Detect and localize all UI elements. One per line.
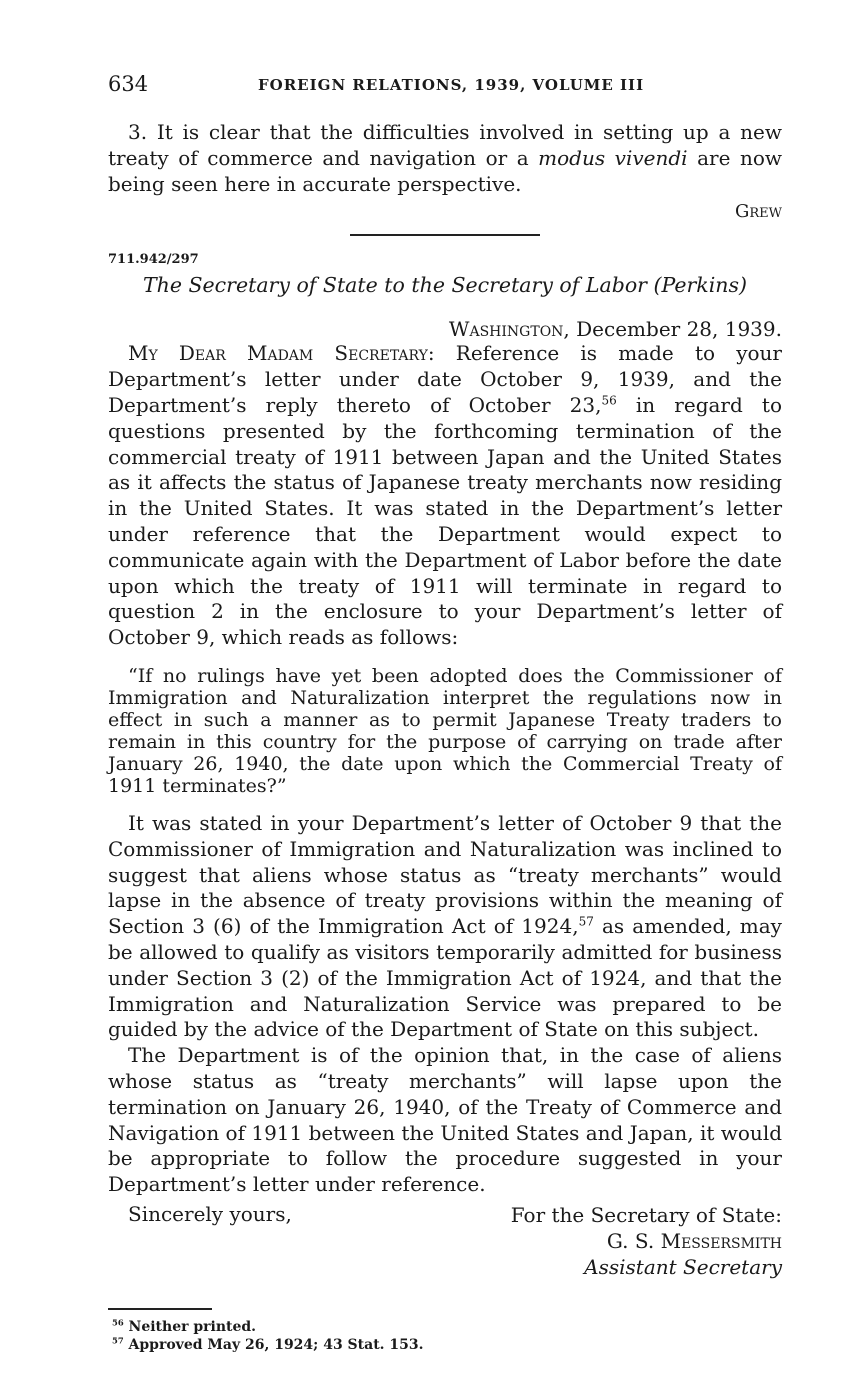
footnote-divider: [108, 1308, 212, 1310]
title-text: The Secretary of State to the Secretary of Labor (: [142, 273, 662, 298]
signature-grew: Grew: [734, 201, 782, 223]
running-title: FOREIGN RELATIONS, 1939, VOLUME III: [258, 76, 645, 94]
page-header: [108, 70, 782, 102]
letter-paragraph-3: The Department is of the opinion that, in the case of aliens whose status as “treaty merchants” will lapse upon the termination on January 26, 1940, of the Treaty of Commerce and Navigation of 1911 between the United States and Japan, it would be appropriate to follow the procedure suggested in your Department’s letter under reference.: [108, 1043, 783, 1197]
footnote-56: [112, 1318, 782, 1336]
footnote-text: Approved May 26, 1924; 43 Stat. 153.: [128, 1336, 424, 1353]
footnote-ref-56: 56: [601, 393, 617, 408]
title-name: Perkins: [661, 273, 739, 298]
closing-block: [108, 1202, 782, 1282]
dateline-place: Washington: [448, 317, 564, 342]
salutation: My Dear Madam Secretary: [128, 341, 428, 366]
document-title: [108, 273, 782, 297]
page: [108, 70, 782, 1354]
paragraph-2-text-end: as amended, may be allowed to qualify as visitors temporarily admitted for business under Section 3 (2) of the Immigration Act of 1924, and that the Immigration and Naturalization Service was prepared to be guided by the advice of the Department of State on this subject.: [108, 914, 782, 1042]
footnote-text: Neither printed.: [128, 1318, 257, 1335]
letter-paragraph-1: [108, 341, 782, 651]
footnote-mark: 57: [112, 1335, 124, 1346]
dateline: [108, 317, 782, 341]
for-line: For the Secretary of State:: [510, 1202, 782, 1227]
footnote-ref-57: 57: [578, 914, 594, 929]
signer-name: G. S. Messersmith: [606, 1228, 782, 1253]
previous-paragraph-text: 3. It is clear that the difficulties involved in setting up a new treaty of commerce and navigation or a: [108, 120, 782, 170]
closing-phrase: Sincerely yours,: [128, 1201, 292, 1226]
page-number: 634: [108, 72, 149, 96]
paragraph-1-text: : Reference is made to your Department’s letter under date October 9, 1939, and the Department’s reply thereto of October 23,: [108, 341, 782, 417]
dateline-date: , December 28, 1939.: [563, 317, 782, 342]
letter-paragraph-2: [108, 811, 782, 1043]
section-divider: [350, 234, 540, 236]
footnote-mark: 56: [112, 1317, 124, 1328]
file-number: 711.942/297: [108, 252, 199, 268]
title-close: ): [739, 273, 747, 298]
signer-title: Assistant Secretary: [584, 1254, 782, 1279]
footnote-57: [112, 1336, 782, 1354]
footnotes: [112, 1318, 782, 1354]
paragraph-1-text-end: in regard to questions presented by the forthcoming termination of the commercial treaty of 1911 between Japan and the United States as it affects the status of Japanese treaty merchants now residing in the United States. It was stated in the Department’s letter under reference that the Department would expect to communicate again with the Department of Labor before the date upon which the treaty of 1911 will terminate in regard to question 2 in the enclosure to your Department’s letter of October 9, which reads as follows:: [108, 392, 782, 650]
modus-vivendi-phrase: modus vivendi: [538, 145, 688, 170]
paragraph-2-text: It was stated in your Department’s letter of October 9 that the Commissioner of Immigration and Naturalization was inclined to suggest that aliens whose status as “treaty merchants” would lapse in the absence of treaty provisions within the meaning of Section 3 (6) of the Immigration Act of 1924,: [108, 810, 782, 939]
block-quote: “If no rulings have yet been adopted does the Commissioner of Immigration and Naturalization interpret the regulations now in effect in such a manner as to permit Japanese Treaty traders to remain in this country for the purpose of carrying on trade after January 26, 1940, the date upon which the Commercial Treaty of 1911 terminates?”: [108, 664, 782, 797]
signature-block: [511, 1202, 782, 1280]
previous-paragraph: [108, 120, 782, 197]
previous-paragraph-end: are now being seen here in accurate perspective.: [108, 145, 782, 196]
